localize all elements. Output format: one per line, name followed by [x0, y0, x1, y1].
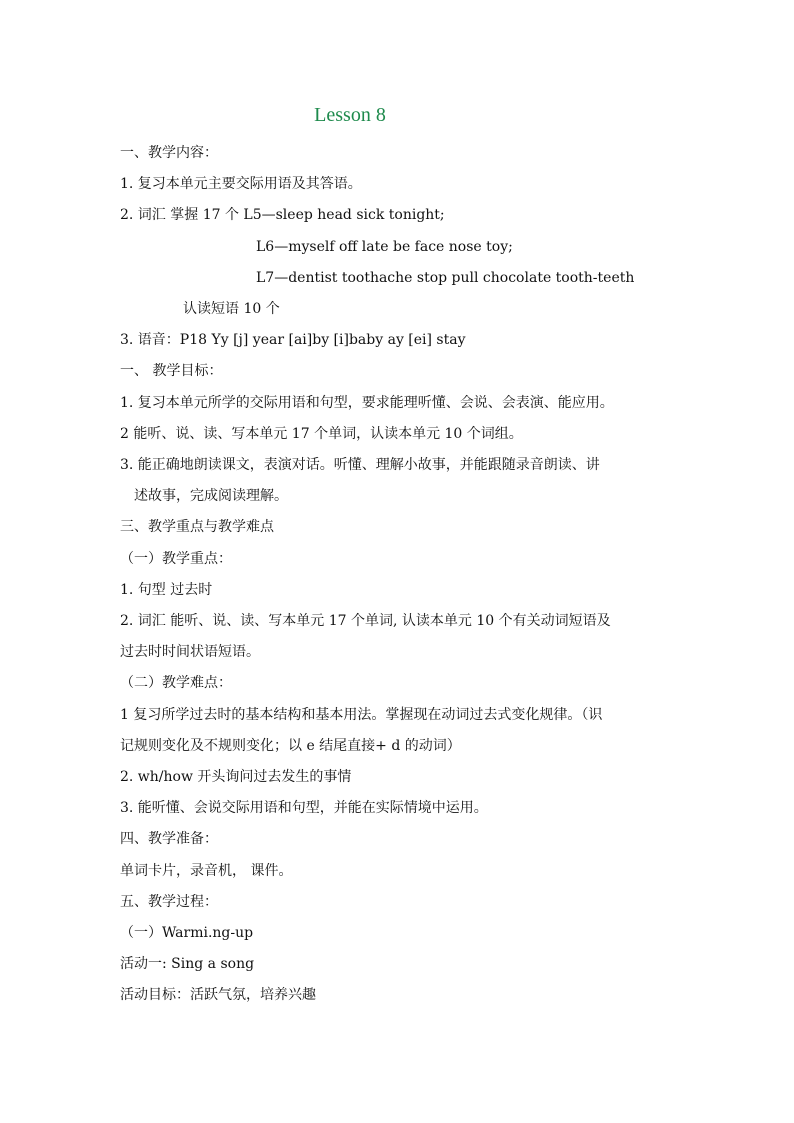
activity-1-goal: 活动目标：活跃气氛，培养兴趣 — [120, 987, 316, 1003]
content-item-3-phonics: 3. 语音：P18 Yy [j] year [ai]by [i]baby ay [ei] stay — [120, 332, 466, 348]
key-point-2: 2. 词汇 能听、说、读、写本单元 17 个单词, 认读本单元 10 个有关动词短语及 — [120, 613, 611, 629]
key-point-1: 1. 句型 过去时 — [120, 582, 213, 598]
activity-1: 活动一: Sing a song — [120, 956, 255, 972]
section-heading-preparation: 四、教学准备： — [120, 831, 218, 847]
section-heading-objectives: 一、 教学目标： — [120, 363, 223, 379]
objective-2: 2 能听、说、读、写本单元 17 个单词，认读本单元 10 个词组。 — [120, 426, 523, 442]
section-heading-key-points: 三、教学重点与教学难点 — [120, 519, 274, 535]
process-step-warmup: （一）Warmi.ng-up — [120, 925, 254, 941]
vocab-l6: L6—myself off late be face nose toy; — [256, 239, 513, 255]
difficulty-3: 3. 能听懂、会说交际用语和句型，并能在实际情境中运用。 — [120, 800, 488, 816]
objective-1: 1. 复习本单元所学的交际用语和句型，要求能理听懂、会说、会表演、能应用。 — [120, 395, 614, 411]
difficulty-1: 1 复习所学过去时的基本结构和基本用法。掌握现在动词过去式变化规律。（识 — [120, 707, 603, 723]
content-item-2-vocab: 2. 词汇 掌握 17 个 L5—sleep head sick tonight; — [120, 207, 445, 223]
objective-3: 3. 能正确地朗读课文，表演对话。听懂、理解小故事，并能跟随录音朗读、讲 — [120, 457, 600, 473]
objective-3-cont: 述故事，完成阅读理解。 — [134, 488, 288, 504]
difficulty-2: 2. wh/how 开头询问过去发生的事情 — [120, 769, 352, 785]
section-heading-process: 五、教学过程： — [120, 894, 218, 910]
lesson-title: Lesson 8 — [314, 104, 386, 126]
vocab-l7: L7—dentist toothache stop pull chocolate tooth-teeth — [256, 270, 635, 286]
subheading-key-points: （一）教学重点： — [120, 551, 232, 567]
subheading-difficulties: （二）教学难点： — [120, 675, 232, 691]
section-heading-content: 一、教学内容： — [120, 145, 218, 161]
key-point-2-cont: 过去时时间状语短语。 — [120, 644, 260, 660]
preparation-items: 单词卡片，录音机， 课件。 — [120, 863, 293, 879]
phrases-note: 认读短语 10 个 — [183, 301, 280, 317]
difficulty-1-cont: 记规则变化及不规则变化；以 e 结尾直接+ d 的动词） — [120, 738, 461, 754]
content-item-1: 1. 复习本单元主要交际用语及其答语。 — [120, 176, 362, 192]
